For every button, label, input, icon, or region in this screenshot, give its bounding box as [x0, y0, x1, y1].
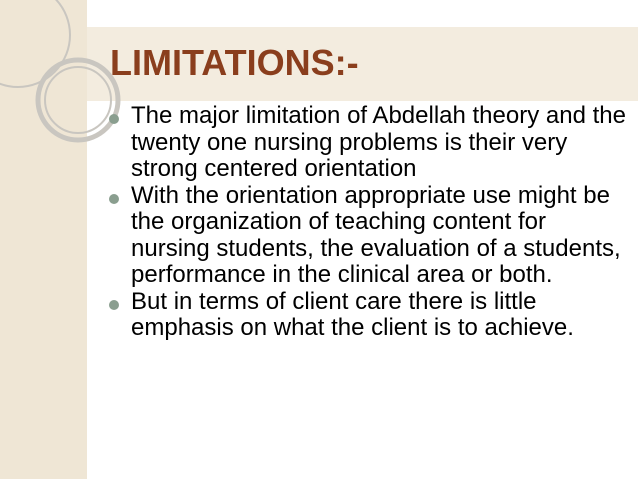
bullet-icon [109, 300, 119, 310]
bullet-text: The major limitation of Abdellah theory and the twenty one nursing problems is their very strong centered orientation [131, 102, 626, 182]
decorative-circle-inner [45, 67, 111, 133]
bullet-icon [109, 194, 119, 204]
bullet-text: But in terms of client care there is little emphasis on what the client is to achieve. [131, 287, 574, 341]
bullet-item [107, 289, 627, 342]
decorative-circle-outer [38, 60, 118, 140]
decorative-circle-large [0, 0, 70, 87]
bullet-text: With the orientation appropriate use might be the organization of teaching content for nursing students, the evaluation of a students, performance in the clinical area or both. [131, 181, 621, 288]
slide-title: LIMITATIONS:- [110, 42, 359, 83]
bullet-list [107, 103, 627, 342]
bullet-icon [109, 114, 119, 124]
bullet-item [107, 183, 627, 289]
bullet-item [107, 103, 627, 183]
